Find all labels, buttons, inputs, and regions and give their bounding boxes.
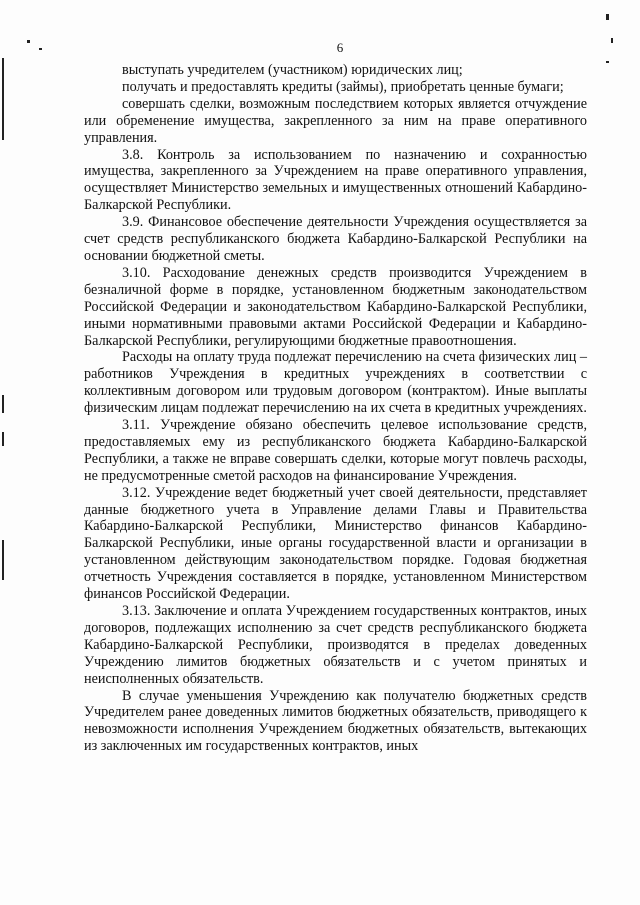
scan-artifact [2,58,4,140]
paragraph: В случае уменьшения Учреждению как получателю бюджетных средств Учредителем ранее доведенных лимитов бюджетных обязательств, приводящего к невозможности исполнения Учреждением бюджетных обязательств, вытекающих из заключенных им государственных контрактов, иных [84,687,587,755]
scan-artifact [2,432,4,446]
paragraph: 3.10. Расходование денежных средств производится Учреждением в безналичной форме в порядке, установленном бюджетным законодательством Российской Федерации и законодательством Кабардино-Балкарской Республики, иными нормативными правовыми актами Российской Федерации и Кабардино-Балкарской Республики, регулирующими бюджетные правоотношения. [84,264,587,349]
scan-artifact [39,48,42,50]
scan-artifact [2,540,4,580]
paragraph: 3.13. Заключение и оплата Учреждением государственных контрактов, иных договоров, подлежащих исполнению за счет средств республиканского бюджета Кабардино-Балкарской Республики, производятся в пределах доведенных Учреждению лимитов бюджетных обязательств и с учетом принятых и неисполненных обязательств. [84,603,587,687]
paragraph: 3.11. Учреждение обязано обеспечить целевое использование средств, предоставляемых ему из республиканского бюджета Кабардино-Балкарской Республики, а также не вправе совершать сделки, которые могут повлечь расходы, не предусмотренные сметой расходов на финансирование Учреждения. [84,417,587,484]
scan-artifact [27,40,30,43]
scan-artifact [2,395,4,413]
paragraph: выступать учредителем (участником) юридических лиц; [122,62,463,78]
paragraph: 3.12. Учреждение ведет бюджетный учет своей деятельности, представляет данные бюджетного учета в Управление делами Главы и Правительства Кабардино-Балкарской Республики, Министерство финансов Кабардино-Балкарской Республики, иные органы государственной власти и организации в установленном действующим законодательством порядке. Годовая бюджетная отчетность Учреждения составляется в порядке, установленном Министерством финансов Российской Федерации. [84,484,587,603]
paragraph: 3.9. Финансовое обеспечение деятельности Учреждения осуществляется за счет средств республиканского бюджета Кабардино-Балкарской Республики на основании бюджетной сметы. [84,214,587,264]
paragraph: Расходы на оплату труда подлежат перечислению на счета физических лиц – работников Учреждения в кредитных учреждениях в соответствии с коллективным договором или трудовым договором (контрактом). Иные выплаты физическим лицам подлежат перечислению на их счета в кредитных учреждениях. [84,349,587,417]
paragraph: 3.8. Контроль за использованием по назначению и сохранностью имущества, закрепленного за Учреждением на праве оперативного управления, осуществляет Министерство земельных и имущественных отношений Кабардино-Балкарской Республики. [84,146,587,214]
page-number: 6 [336,40,344,55]
scan-artifact [606,14,609,20]
document-body [84,62,587,755]
paragraph: совершать сделки, возможным последствием которых является отчуждение или обременение имущества, закрепленного за ним на праве оперативного управления. [84,95,587,146]
scan-artifact [611,38,613,43]
scan-artifact [606,61,609,63]
paragraph: получать и предоставлять кредиты (займы), приобретать ценные бумаги; [122,78,564,95]
